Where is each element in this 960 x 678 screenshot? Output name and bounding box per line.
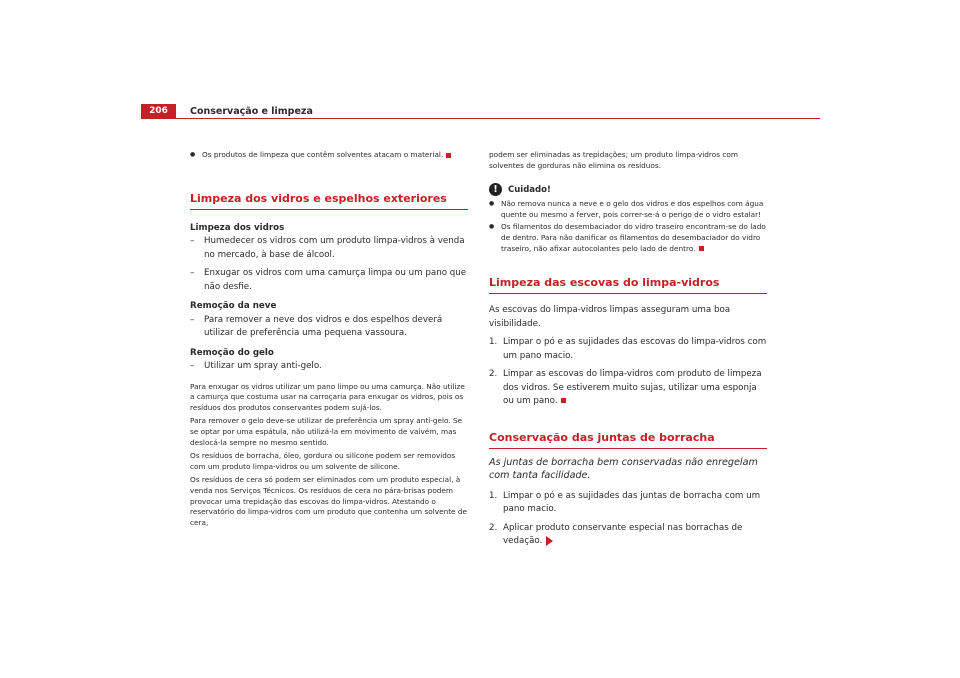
solvent-warning-bullet: ● Os produtos de limpeza que contêm solventes atacam o material.	[190, 150, 468, 161]
chapter-title: Conservação e limpeza	[190, 106, 313, 117]
seals-intro: As juntas de borracha bem conservadas não enregelam com tanta facilidade.	[489, 456, 758, 481]
section-title-glass: Limpeza dos vidros e espelhos exteriores	[190, 192, 468, 210]
end-mark-icon	[446, 153, 451, 158]
list-item: 1. Limpar o pó e as sujidades das escovas do limpa-vidros com um pano macio.	[489, 337, 767, 361]
continue-arrow-icon	[546, 536, 553, 546]
note-paragraph: Para enxugar os vidros utilizar um pano limpo ou uma camurça. Não utilize a camurça que costuma usar na carroçaria para enxugar os vidros, pois os resíduos dos produtos conservantes podem sujá-los.	[190, 381, 465, 412]
list-item: – Para remover a neve dos vidros e dos espelhos deverá utilizar de preferência uma pequena vassoura.	[190, 314, 443, 339]
end-mark-icon	[699, 246, 704, 251]
section-title-seals: Conservação das juntas de borracha	[489, 431, 767, 449]
caution-header	[489, 183, 767, 196]
left-column	[190, 150, 468, 528]
wipers-intro: As escovas do limpa-vidros limpas asseguram uma boa visibilidade.	[489, 305, 731, 329]
subhead-vidros: Limpeza dos vidros	[190, 222, 285, 233]
note-paragraph: Os resíduos de cera só podem ser eliminados com um produto especial, à venda nos Serviços Técnicos. Os resíduos de cera no pára-brisas podem provocar uma trepidação das escovas do limpa-vidros. Atestando o reservatório do limpa-vidros com um produto que contenha um solvente de cera,	[190, 475, 467, 527]
header-rule	[176, 118, 820, 119]
caution-title: Cuidado!	[508, 184, 551, 195]
right-column	[489, 150, 767, 549]
section-title-wipers: Limpeza das escovas do limpa-vidros	[489, 276, 767, 294]
list-item: – Enxugar os vidros com uma camurça limpa ou um pano que não desfie.	[190, 268, 467, 292]
list-item: 1. Limpar o pó e as sujidades das juntas de borracha com um pano macio.	[489, 490, 761, 515]
continuation-paragraph: podem ser eliminadas as trepidações; um produto limpa-vidros com solventes de gorduras não elimina os resíduos.	[489, 150, 738, 170]
caution-item: ● Não remova nunca a neve e o gelo dos vidros e dos espelhos com água quente ou mesmo a ferver, pois correr-se-á o perigo de o vidro estalar!	[489, 199, 767, 220]
note-paragraph: Os resíduos de borracha, óleo, gordura ou silicone podem ser removidos com um produto limpa-vidros ou um solvente de silicone.	[190, 451, 456, 471]
list-item: – Utilizar um spray anti-gelo.	[190, 361, 322, 372]
end-mark-icon	[561, 398, 566, 403]
caution-item: ● Os filamentos do desembaciador do vidro traseiro encontram-se do lado de dentro. Para não danificar os filamentos do desembaciador do vidro traseiro, não afixar autocolantes pelo lado de dentro.	[489, 222, 767, 254]
list-item: – Humedecer os vidros com um produto limpa-vidros à venda no mercado, à base de álcool.	[190, 236, 465, 260]
subhead-gelo: Remoção do gelo	[190, 347, 274, 358]
note-paragraph: Para remover o gelo deve-se utilizar de preferência um spray anti-gelo. Se se optar por uma espátula, não utilizá-la em movimento de vaivém, mas deslocá-la sempre no mesmo sentido.	[190, 416, 463, 447]
list-item: 2. Limpar as escovas do limpa-vidros com produto de limpeza dos vidros. Se estiverem muito sujas, utilizar uma esponja ou um pano.	[489, 369, 762, 407]
list-item: 2. Aplicar produto conservante especial nas borrachas de vedação.	[489, 522, 743, 547]
exclamation-icon: !	[489, 183, 502, 196]
subhead-neve: Remoção da neve	[190, 301, 277, 312]
page-number: 206	[141, 104, 176, 119]
